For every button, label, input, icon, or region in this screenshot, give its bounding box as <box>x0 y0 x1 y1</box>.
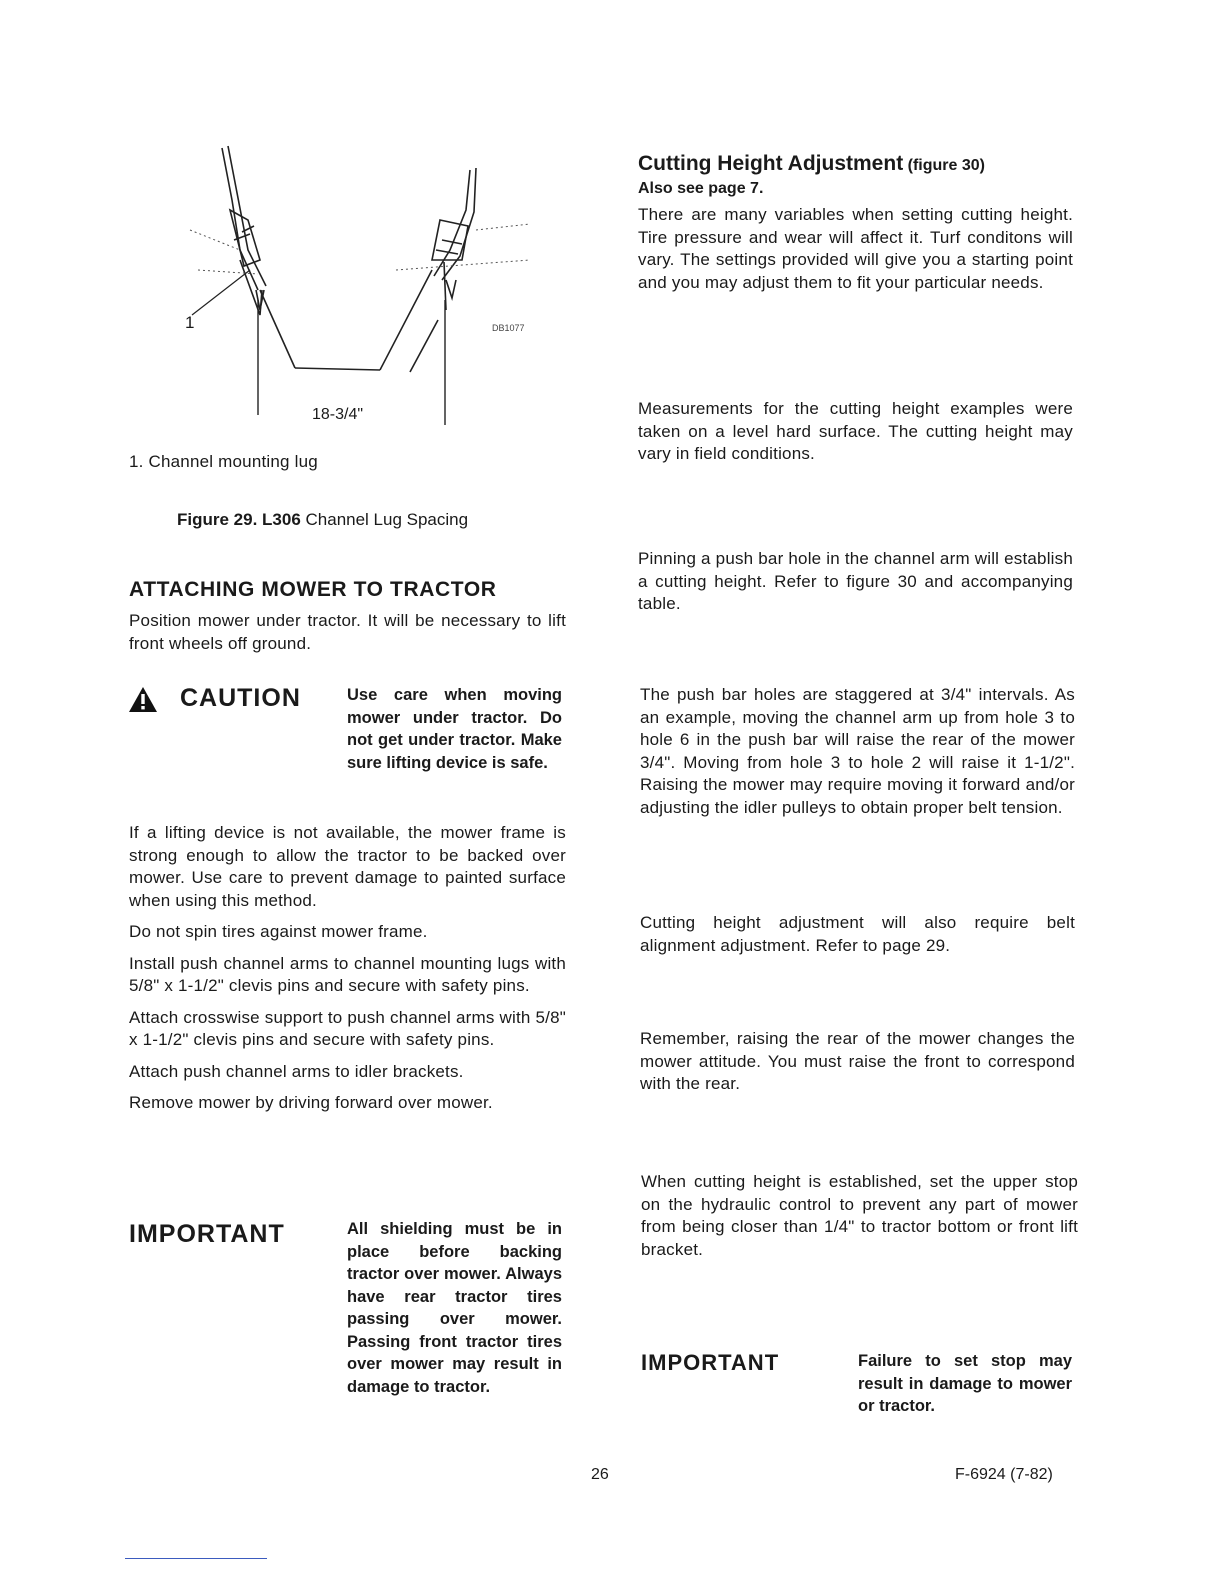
section-heading-cutting-height <box>638 152 985 176</box>
attaching-steps <box>129 822 566 1124</box>
important-text-right: Failure to set stop may result in damage to mower or tractor. <box>858 1352 1072 1415</box>
attaching-paragraph: Attach push channel arms to idler brackets. <box>129 1061 464 1081</box>
cutting-height-title: Cutting Height Adjustment <box>638 152 904 175</box>
attaching-paragraph: Remove mower by driving forward over mower. <box>129 1093 493 1112</box>
cutting-paragraph: Pinning a push bar hole in the channel arm will establish a cutting height. Refer to figure 30 and accompanying table. <box>638 549 1073 613</box>
cutting-height-figure-ref: (figure 30) <box>907 157 985 174</box>
figure-callout-number: 1 <box>185 313 195 332</box>
important-title-left: IMPORTANT <box>129 1220 285 1248</box>
figure-code: DB1077 <box>492 323 525 333</box>
cutting-paragraph: There are many variables when setting cutting height. Tire pressure and wear will affect it. Turf conditons will vary. The settings provided will give you a starting point and you may adjust them to fit your particular needs. <box>638 205 1073 292</box>
figure-legend: 1. Channel mounting lug <box>129 452 318 471</box>
attaching-paragraph: If a lifting device is not available, the mower frame is strong enough to allow the tractor to be backed over mower. Use care to prevent damage to painted surface when using this method. <box>129 823 566 910</box>
cutting-paragraph: Cutting height adjustment will also require belt alignment adjustment. Refer to page 29. <box>640 913 1075 955</box>
attaching-intro: Position mower under tractor. It will be necessary to lift front wheels off ground. <box>129 611 566 653</box>
caution-text: Use care when moving mower under tractor. Do not get under tractor. Make sure lifting device is safe. <box>347 686 562 772</box>
cutting-paragraph: The push bar holes are staggered at 3/4" intervals. As an example, moving the channel arm up from hole 3 to hole 6 in the push bar will raise the rear of the mower 3/4". Moving from hole 3 to hole 2 will raise it 1-1/2". Raising the mower may require moving it forward and/or adjusting the idler pulleys to obtain proper belt tension. <box>640 685 1075 817</box>
footer-rule <box>125 1558 267 1559</box>
figure-dimension: 18-3/4" <box>312 406 364 423</box>
cutting-paragraph: When cutting height is established, set the upper stop on the hydraulic control to prevent any part of mower from being closer than 1/4" to tractor bottom or front lift bracket. <box>641 1172 1078 1259</box>
figure-caption-label: Figure 29. L306 <box>177 510 301 529</box>
cutting-height-subheading: Also see page 7. <box>638 180 764 197</box>
figure-29-diagram <box>170 140 550 430</box>
cutting-paragraph: Measurements for the cutting height examples were taken on a level hard surface. The cutting height may vary in field conditions. <box>638 399 1073 463</box>
important-title-right: IMPORTANT <box>641 1350 780 1375</box>
section-heading-attaching: ATTACHING MOWER TO TRACTOR <box>129 578 497 601</box>
figure-caption <box>177 510 468 530</box>
caution-title: CAUTION <box>180 684 301 712</box>
document-code: F-6924 (7-82) <box>955 1466 1053 1483</box>
important-text-left: All shielding must be in place before backing tractor over mower. Always have rear tractor tires passing over mower. Passing front tractor tires over mower may result in damage to tractor. <box>347 1220 562 1396</box>
attaching-paragraph: Attach crosswise support to push channel arms with 5/8" x 1-1/2" clevis pins and secure with safety pins. <box>129 1007 566 1049</box>
attaching-paragraph: Do not spin tires against mower frame. <box>129 922 428 941</box>
attaching-paragraph: Install push channel arms to channel mounting lugs with 5/8" x 1-1/2" clevis pins and secure with safety pins. <box>129 953 566 995</box>
cutting-paragraph: Remember, raising the rear of the mower changes the mower attitude. You must raise the front to correspond with the rear. <box>640 1029 1075 1093</box>
figure-caption-text: Channel Lug Spacing <box>300 510 469 529</box>
warning-triangle-icon <box>128 686 158 713</box>
page-number: 26 <box>591 1466 609 1483</box>
